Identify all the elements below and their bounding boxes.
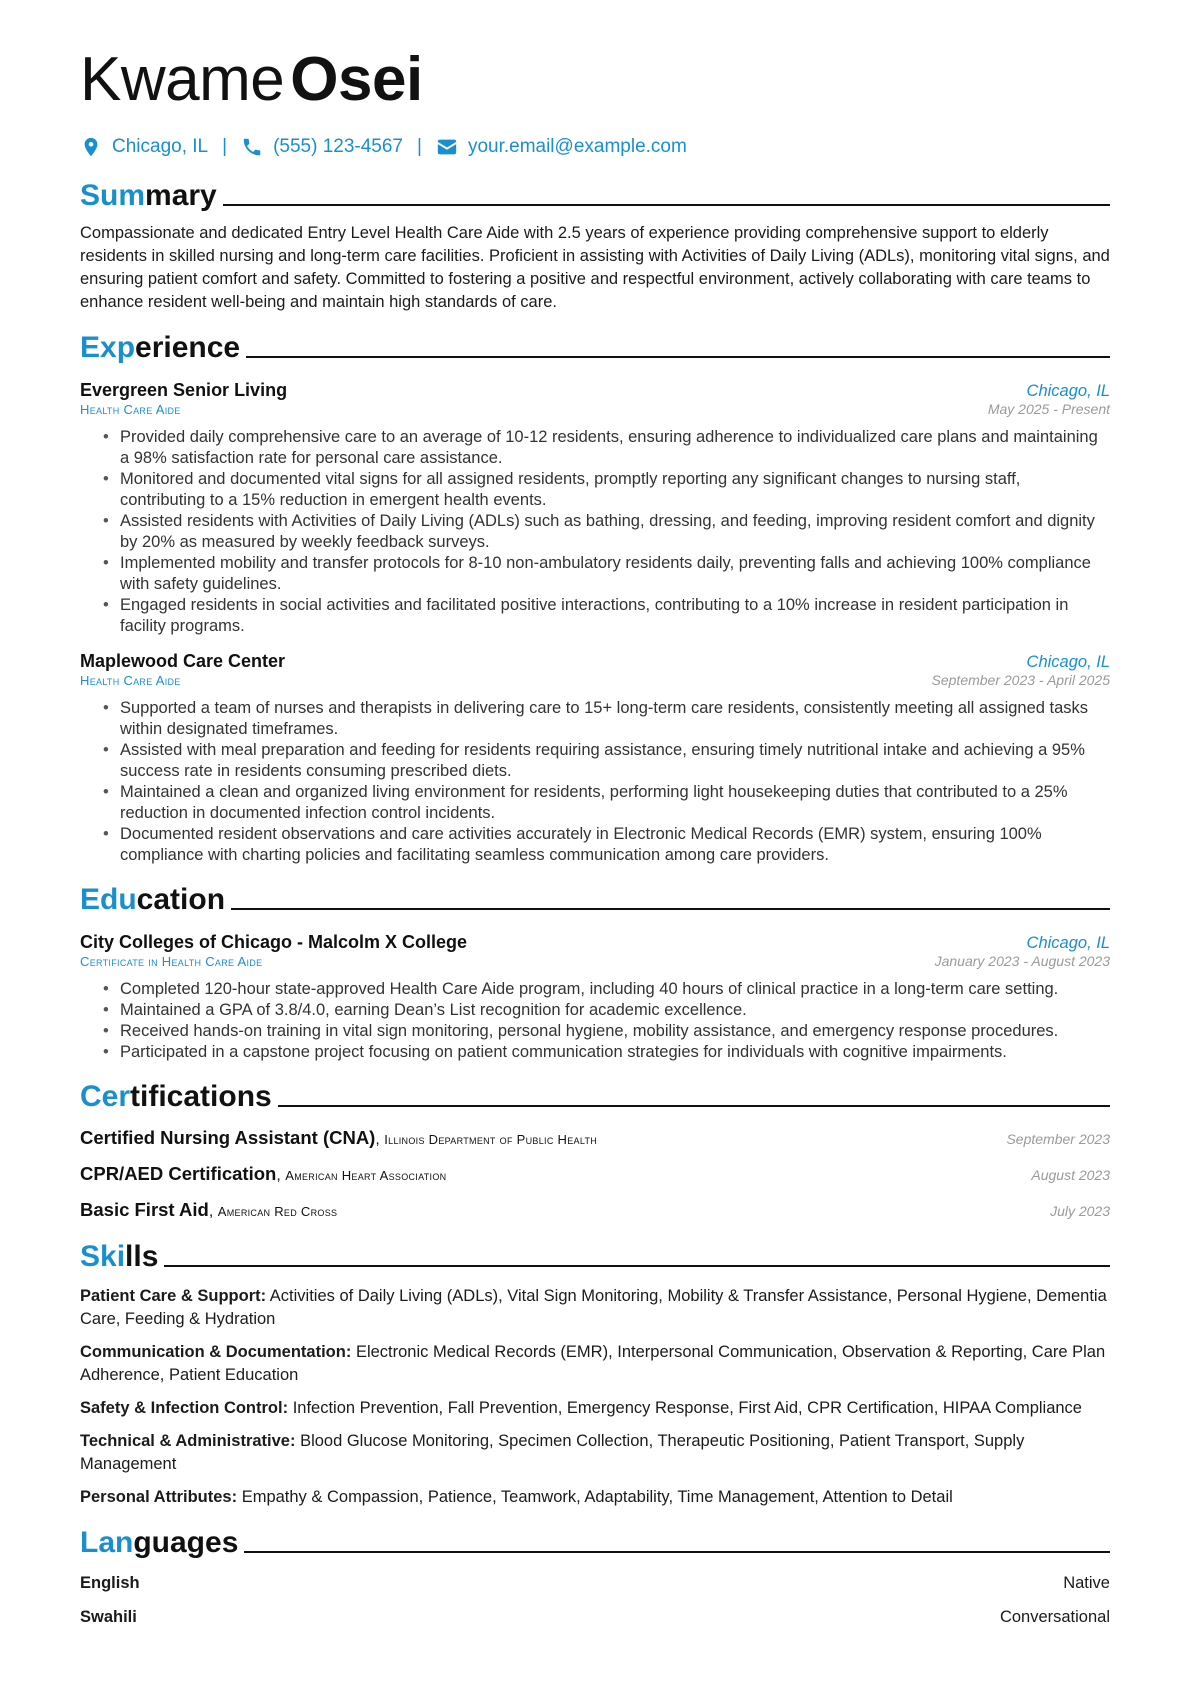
list-item: • Monitored and documented vital signs for all assigned residents, promptly reporting any significant changes to nursing staff, contributing to a 15% reduction in emergent health events.	[120, 469, 1110, 511]
certification-item: Basic First Aid, American Red Cross July 2023	[80, 1199, 1110, 1220]
certification-item: CPR/AED Certification, American Heart Association August 2023	[80, 1163, 1110, 1184]
language-name: Swahili	[80, 1607, 137, 1626]
certification-name: Certified Nursing Assistant (CNA)	[80, 1127, 376, 1148]
section-title: Languages	[80, 1526, 239, 1559]
skill-category: Communication & Documentation:	[80, 1343, 352, 1361]
certification-issuer: Illinois Department of Public Health	[384, 1132, 598, 1147]
job-entry	[80, 651, 1110, 866]
credential: Certificate in Health Care Aide	[80, 954, 263, 969]
map-pin-icon	[80, 136, 102, 158]
job-dates: May 2025 - Present	[987, 401, 1110, 417]
certification-name: Basic First Aid	[80, 1199, 209, 1220]
job-location: Chicago, IL	[1026, 382, 1110, 400]
section-rule	[244, 1551, 1110, 1553]
certifications-heading	[80, 1075, 1110, 1115]
job-entry	[80, 380, 1110, 637]
first-name: Kwame	[80, 45, 285, 114]
list-item: • Engaged residents in social activities and facilitated positive interactions, contributing to a 10% increase in resident participation in facility programs.	[120, 595, 1110, 637]
skill-list: Activities of Daily Living (ADLs), Vital Sign Monitoring, Mobility & Transfer Assistance, Personal Hygiene, Dementia Care, Feeding & Hydration	[80, 1287, 1107, 1328]
section-rule	[231, 908, 1110, 910]
school-name: City Colleges of Chicago - Malcolm X College	[80, 932, 468, 952]
experience-heading	[80, 326, 1110, 366]
contact-phone[interactable]	[241, 136, 403, 158]
section-title: Skills	[80, 1240, 159, 1273]
list-item: • Implemented mobility and transfer protocols for 8-10 non-ambulatory residents daily, preventing falls and achieving 100% compliance with safety guidelines.	[120, 553, 1110, 595]
contact-email[interactable]	[436, 136, 687, 158]
skill-list: Electronic Medical Records (EMR), Interpersonal Communication, Observation & Reporting, Care Plan Adherence, Patient Education	[80, 1343, 1106, 1384]
job-title: Health Care Aide	[80, 673, 181, 688]
language-name: English	[80, 1573, 140, 1592]
skill-group	[80, 1486, 1110, 1509]
section-rule	[164, 1265, 1110, 1267]
skill-list: Blood Glucose Monitoring, Specimen Collection, Therapeutic Positioning, Patient Transport, Supply Management	[80, 1432, 1025, 1473]
section-rule	[278, 1105, 1110, 1107]
phone-icon	[241, 136, 263, 158]
list-item: • Received hands-on training in vital sign monitoring, personal hygiene, mobility assistance, and emergency response procedures.	[120, 1021, 1110, 1042]
certification-issuer: American Red Cross	[217, 1204, 338, 1219]
list-item: • Supported a team of nurses and therapists in delivering care to 15+ long-term care residents, consistently meeting all assigned tasks within designated timeframes.	[120, 698, 1110, 740]
certification-name: CPR/AED Certification	[80, 1163, 277, 1184]
skill-category: Patient Care & Support:	[80, 1287, 267, 1305]
job-location: Chicago, IL	[1026, 653, 1110, 671]
section-title: Summary	[80, 179, 217, 212]
skill-category: Technical & Administrative:	[80, 1432, 296, 1450]
summary-text: Compassionate and dedicated Entry Level Health Care Aide with 2.5 years of experience providing comprehensive support to elderly residents in skilled nursing and long-term care facilities. Proficient in assisting with Activities of Daily Living (ADLs), monitoring vital signs, and ensuring patient comfort and safety. Committed to fostering a positive and respectful environment, actively collaborating with care teams to enhance resident well-being and maintain high standards of care.	[80, 224, 1110, 311]
language-item	[80, 1605, 1110, 1629]
job-dates: September 2023 - April 2025	[931, 672, 1110, 688]
section-title: Certifications	[80, 1080, 272, 1113]
list-item: • Maintained a GPA of 3.8/4.0, earning Dean’s List recognition for academic excellence.	[120, 1000, 1110, 1021]
skill-group	[80, 1341, 1110, 1387]
certification-date: September 2023	[1006, 1131, 1110, 1147]
contact-separator: |	[417, 136, 422, 157]
section-rule	[246, 356, 1110, 358]
skills-heading	[80, 1235, 1110, 1275]
language-level: Conversational	[999, 1607, 1110, 1626]
certification-date: July 2023	[1050, 1203, 1110, 1219]
employer-name: Evergreen Senior Living	[80, 380, 288, 400]
skill-list: Empathy & Compassion, Patience, Teamwork, Adaptability, Time Management, Attention to Detail	[241, 1488, 953, 1506]
certification-date: August 2023	[1031, 1167, 1110, 1183]
list-item: • Provided daily comprehensive care to an average of 10-12 residents, ensuring adherence to individualized care plans and maintaining a 98% satisfaction rate for personal care assistance.	[120, 427, 1110, 469]
education-entry	[80, 932, 1110, 1063]
skill-category: Personal Attributes:	[80, 1488, 238, 1506]
employer-name: Maplewood Care Center	[80, 651, 286, 671]
certification-item: Certified Nursing Assistant (CNA), Illinois Department of Public Health September 2023	[80, 1127, 1110, 1148]
language-level: Native	[1063, 1573, 1110, 1592]
job-bullets	[80, 698, 1110, 866]
job-bullets	[80, 427, 1110, 637]
list-item: • Completed 120-hour state-approved Health Care Aide program, including 40 hours of clinical practice in a long-term care setting.	[120, 979, 1110, 1000]
languages-heading	[80, 1521, 1110, 1561]
section-title: Education	[80, 883, 226, 916]
summary-heading	[80, 174, 1110, 214]
contact-separator: |	[222, 136, 228, 157]
list-item: • Maintained a clean and organized living environment for residents, performing light housekeeping duties that contributed to a 25% reduction in documented infection control incidents.	[120, 782, 1110, 824]
skill-list: Infection Prevention, Fall Prevention, Emergency Response, First Aid, CPR Certification, HIPAA Compliance	[292, 1399, 1082, 1417]
language-item	[80, 1571, 1110, 1595]
contact-location	[80, 136, 208, 158]
skill-group	[80, 1430, 1110, 1476]
list-item: • Assisted residents with Activities of Daily Living (ADLs) such as bathing, dressing, and feeding, improving resident comfort and dignity by 20% as measured by weekly feedback surveys.	[120, 511, 1110, 553]
education-bullets	[80, 979, 1110, 1063]
job-title: Health Care Aide	[80, 402, 181, 417]
last-name: Osei	[290, 45, 423, 114]
contact-line	[80, 132, 1110, 162]
education-dates: January 2023 - August 2023	[934, 953, 1110, 969]
certification-issuer: American Heart Association	[285, 1168, 447, 1183]
education-heading	[80, 878, 1110, 918]
list-item: • Documented resident observations and care activities accurately in Electronic Medical Records (EMR) system, ensuring 100% compliance with charting policies and facilitating seamless communication among care providers.	[120, 824, 1110, 866]
section-rule	[223, 204, 1110, 206]
section-title: Experience	[80, 331, 241, 364]
envelope-icon	[436, 136, 458, 158]
skill-category: Safety & Infection Control:	[80, 1399, 289, 1417]
skill-group	[80, 1285, 1110, 1331]
phone-text: (555) 123-4567	[273, 136, 403, 157]
location-text: Chicago, IL	[112, 136, 209, 157]
school-location: Chicago, IL	[1026, 934, 1110, 952]
list-item: • Participated in a capstone project focusing on patient communication strategies for individuals with cognitive impairments.	[120, 1042, 1110, 1063]
email-link: your.email@example.com	[467, 136, 687, 157]
candidate-name	[80, 0, 1110, 116]
list-item: • Assisted with meal preparation and feeding for residents requiring assistance, ensuring timely nutritional intake and achieving a 95% success rate in residents consuming prescribed diets.	[120, 740, 1110, 782]
skill-group	[80, 1397, 1110, 1420]
